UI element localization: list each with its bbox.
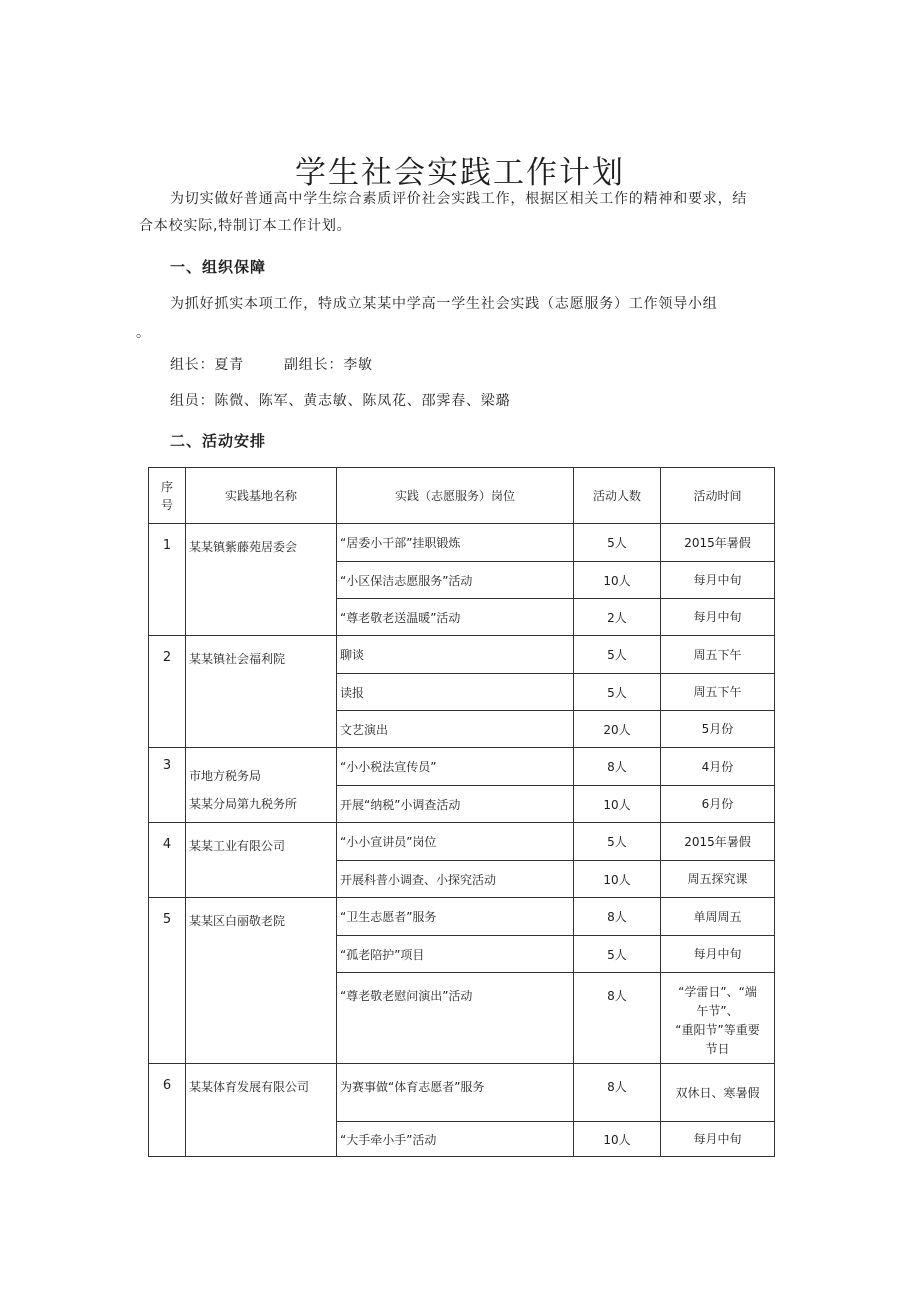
position-cell: 为赛事做“体育志愿者”服务: [337, 1064, 574, 1122]
row-number: 4: [149, 823, 186, 898]
header-count: 活动人数: [574, 468, 661, 524]
time-cell: 每月中旬: [661, 599, 775, 636]
count-cell: 5人: [574, 524, 661, 562]
time-cell: 双休日、寒暑假: [661, 1064, 775, 1122]
position-cell: “居委小干部”挂职锻炼: [337, 524, 574, 562]
table-header-row: [149, 468, 775, 524]
count-cell: 5人: [574, 636, 661, 674]
count-cell: 2人: [574, 599, 661, 636]
count-cell: 5人: [574, 936, 661, 973]
time-line-4: 节日: [705, 1042, 730, 1056]
time-cell: [661, 973, 775, 1064]
count-cell: 5人: [574, 823, 661, 861]
header-seq: [149, 468, 186, 524]
row-number: 1: [149, 524, 186, 636]
position-cell: “尊老敬老慰问演出”活动: [337, 973, 574, 1064]
organization-text-line-2: 。: [136, 325, 151, 341]
time-cell: 周五下午: [661, 674, 775, 711]
position-cell: “卫生志愿者”服务: [337, 898, 574, 936]
count-cell: 8人: [574, 973, 661, 1064]
time-cell: 6月份: [661, 786, 775, 823]
time-cell: 每月中旬: [661, 1122, 775, 1157]
deputy-leader-text: 副组长：李敏: [284, 357, 373, 373]
position-cell: 读报: [337, 674, 574, 711]
time-cell: 周五探究课: [661, 861, 775, 898]
count-cell: 8人: [574, 1064, 661, 1122]
position-cell: 聊谈: [337, 636, 574, 674]
time-cell: 4月份: [661, 748, 775, 786]
position-cell: “尊老敬老送温暖”活动: [337, 599, 574, 636]
header-position: 实践（志愿服务）岗位: [337, 468, 574, 524]
members-text: 组员：陈微、陈军、黄志敏、陈凤花、邵霁春、梁璐: [170, 393, 511, 409]
position-cell: 开展“纳税”小调查活动: [337, 786, 574, 823]
row-number: 6: [149, 1064, 186, 1157]
time-cell: 周五下午: [661, 636, 775, 674]
header-base: 实践基地名称: [186, 468, 337, 524]
position-cell: 文艺演出: [337, 711, 574, 748]
count-cell: 10人: [574, 562, 661, 599]
page-title: 学生社会实践工作计划: [295, 154, 625, 191]
base-name: 某某区白丽敬老院: [186, 898, 337, 1064]
table-row: [149, 823, 775, 861]
count-cell: 10人: [574, 1122, 661, 1157]
header-seq-line-2: 号: [160, 497, 173, 512]
table-row: [149, 748, 775, 786]
base-name-line-2: 某某分局第九税务所: [189, 797, 298, 811]
base-name: 某某镇紫藤苑居委会: [186, 524, 337, 636]
time-line-3: “重阳节”等重要: [675, 1023, 760, 1037]
time-cell: 2015年暑假: [661, 823, 775, 861]
base-name: 某某工业有限公司: [186, 823, 337, 898]
table-row: [149, 524, 775, 562]
section-heading-activities: 二、活动安排: [170, 432, 267, 450]
table-row: [149, 898, 775, 936]
time-cell: 2015年暑假: [661, 524, 775, 562]
time-cell: 5月份: [661, 711, 775, 748]
count-cell: 10人: [574, 861, 661, 898]
count-cell: 10人: [574, 786, 661, 823]
row-number: 5: [149, 898, 186, 1064]
intro-line-2: 合本校实际,特制订本工作计划。: [139, 218, 352, 234]
intro-line-1: 为切实做好普通高中学生综合素质评价社会实践工作，根据区相关工作的精神和要求，结: [170, 191, 748, 207]
row-number: 3: [149, 748, 186, 823]
time-cell: 每月中旬: [661, 562, 775, 599]
time-line-2: 午节”、: [696, 1004, 739, 1018]
position-cell: “大手牵小手”活动: [337, 1122, 574, 1157]
header-time: 活动时间: [661, 468, 775, 524]
count-cell: 8人: [574, 748, 661, 786]
time-cell: 单周周五: [661, 898, 775, 936]
position-cell: “小小宣讲员”岗位: [337, 823, 574, 861]
table-row: [149, 1064, 775, 1122]
base-name: 某某镇社会福利院: [186, 636, 337, 748]
position-cell: “小小税法宣传员”: [337, 748, 574, 786]
base-name: 某某体育发展有限公司: [186, 1064, 337, 1157]
count-cell: 8人: [574, 898, 661, 936]
position-cell: 开展科普小调查、小探究活动: [337, 861, 574, 898]
section-heading-organization: 一、组织保障: [170, 258, 267, 276]
count-cell: 20人: [574, 711, 661, 748]
row-number: 2: [149, 636, 186, 748]
base-name: [186, 748, 337, 823]
count-cell: 5人: [574, 674, 661, 711]
activity-table: [148, 467, 775, 1157]
base-name-line-1: 市地方税务局: [189, 769, 262, 783]
table-row: [149, 636, 775, 674]
time-line-1: “学雷日”、“端: [678, 985, 757, 999]
header-seq-line-1: 序: [160, 479, 173, 494]
time-cell: 每月中旬: [661, 936, 775, 973]
leader-text: 组长：夏青: [170, 357, 244, 373]
organization-text-line-1: 为抓好抓实本项工作，特成立某某中学高一学生社会实践（志愿服务）工作领导小组: [170, 296, 718, 312]
position-cell: “小区保洁志愿服务”活动: [337, 562, 574, 599]
position-cell: “孤老陪护”项目: [337, 936, 574, 973]
